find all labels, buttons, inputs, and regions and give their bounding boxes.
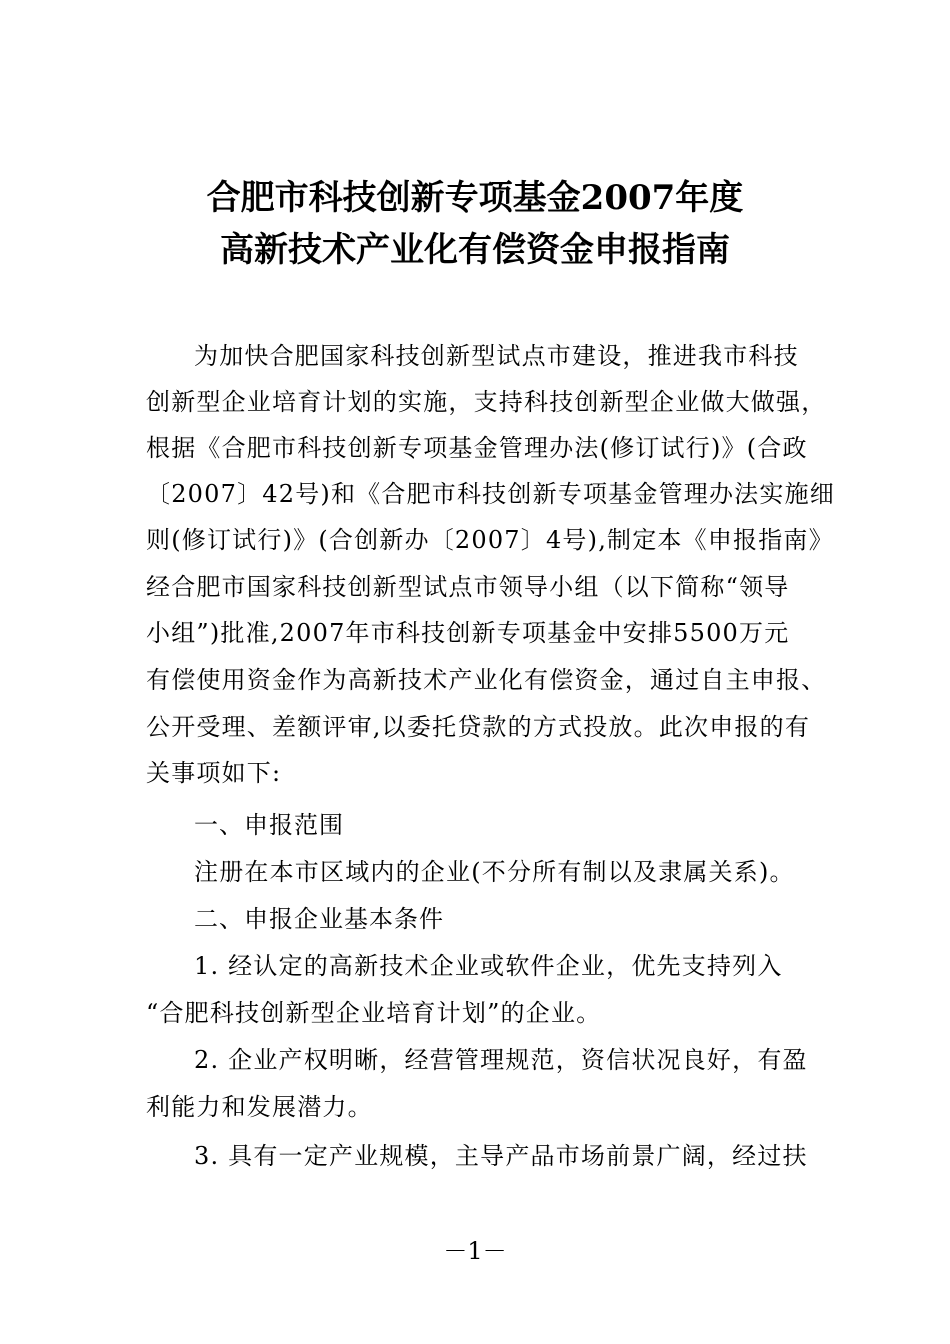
condition-item-1-line-1: 1. 经认定的高新技术企业或软件企业，优先支持列入 [194,952,783,980]
document-title-line-2: 高新技术产业化有偿资金申报指南 [220,230,730,270]
intro-line: 公开受理、差额评审,以委托贷款的方式投放。此次申报的有 [146,713,811,741]
intro-line: 创新型企业培育计划的实施，支持科技创新型企业做大做强， [146,388,827,416]
intro-line: 经合肥市国家科技创新型试点市领导小组（以下简称“领导 [146,573,790,601]
section-text-scope: 注册在本市区域内的企业(不分所有制以及隶属关系)。 [194,858,795,886]
condition-item-2-line-2: 利能力和发展潜力。 [146,1093,373,1121]
intro-line: 关事项如下: [146,759,282,787]
intro-line: 〔2007〕42号)和《合肥市科技创新专项基金管理办法实施细 [146,480,835,508]
condition-item-2-line-1: 2. 企业产权明晰，经营管理规范，资信状况良好，有盈 [194,1046,808,1074]
intro-line: 有偿使用资金作为高新技术产业化有偿资金，通过自主申报、 [146,666,827,694]
condition-item-1-line-2: “合肥科技创新型企业培育计划”的企业。 [146,999,602,1027]
page-number: －1－ [443,1237,507,1265]
condition-item-3-line-1: 3. 具有一定产业规模，主导产品市场前景广阔，经过扶 [194,1142,808,1170]
intro-line: 为加快合肥国家科技创新型试点市建设，推进我市科技 [194,342,799,370]
intro-line: 小组”)批准,2007年市科技创新专项基金中安排5500万元 [146,619,790,647]
intro-line: 根据《合肥市科技创新专项基金管理办法(修订试行)》(合政 [146,434,808,462]
section-heading-scope: 一、申报范围 [194,811,344,839]
intro-line: 则(修订试行)》(合创新办〔2007〕4号),制定本《申报指南》 [146,526,834,554]
section-heading-conditions: 二、申报企业基本条件 [194,905,444,933]
document-title-line-1: 合肥市科技创新专项基金2007年度 [206,178,744,218]
